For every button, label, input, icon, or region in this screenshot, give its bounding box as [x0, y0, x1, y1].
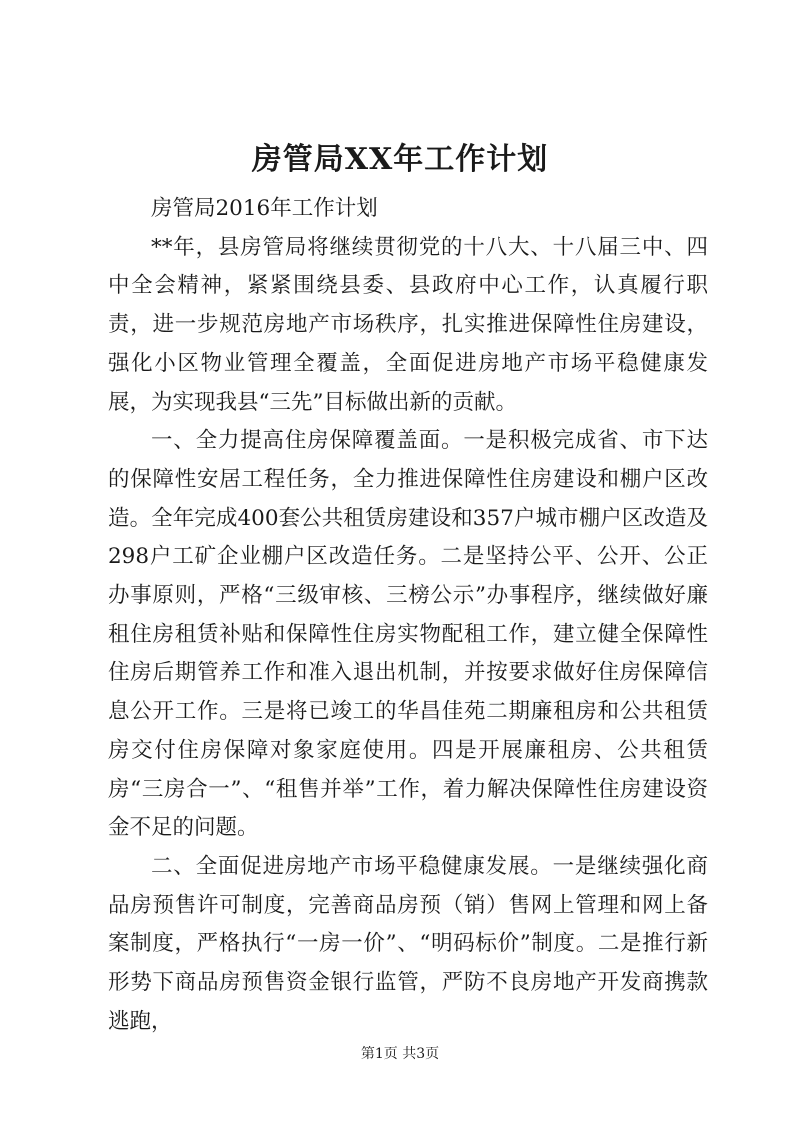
- page-footer: [0, 1044, 800, 1064]
- subtitle-paragraph: 房管局2016年工作计划: [151, 196, 378, 221]
- page-number-indicator: 第1页 共3页: [360, 1046, 440, 1062]
- section-one-paragraph: 一、全力提高住房保障覆盖面。一是积极完成省、市下达的保障性安居工程任务，全力推进保障性住房建设和棚户区改造。全年完成400套公共租赁房建设和357户城市棚户区改造及298户工矿企业棚户区改造任务。二是坚持公平、公开、公正办事原则，严格“三级审核、三榜公示”办事程序，继续做好廉租住房租赁补贴和保障性住房实物配租工作，建立健全保障性住房后期管养工作和准入退出机制，并按要求做好住房保障信息公开工作。三是将已竣工的华昌佳苑二期廉租房和公共租赁房交付住房保障对象家庭使用。四是开展廉租房、公共租赁房“三房合一”、“租售并举”工作，着力解决保障性住房建设资金不足的问题。: [108, 428, 708, 841]
- document-body: [108, 190, 708, 1041]
- section-two-paragraph: 二、全面促进房地产市场平稳健康发展。一是继续强化商品房预售许可制度，完善商品房预（销）售网上管理和网上备案制度，严格执行“一房一价”、“明码标价”制度。二是推行新形势下商品房预售资金银行监管，严防不良房地产开发商携款逃跑，: [108, 853, 708, 1034]
- document-title: 房管局XX年工作计划: [251, 142, 549, 177]
- intro-paragraph: **年，县房管局将继续贯彻党的十八大、十八届三中、四中全会精神，紧紧围绕县委、县政府中心工作，认真履行职责，进一步规范房地产市场秩序，扎实推进保障性住房建设，强化小区物业管理全覆盖，全面促进房地产市场平稳健康发展，为实现我县“三先”目标做出新的贡献。: [108, 234, 708, 415]
